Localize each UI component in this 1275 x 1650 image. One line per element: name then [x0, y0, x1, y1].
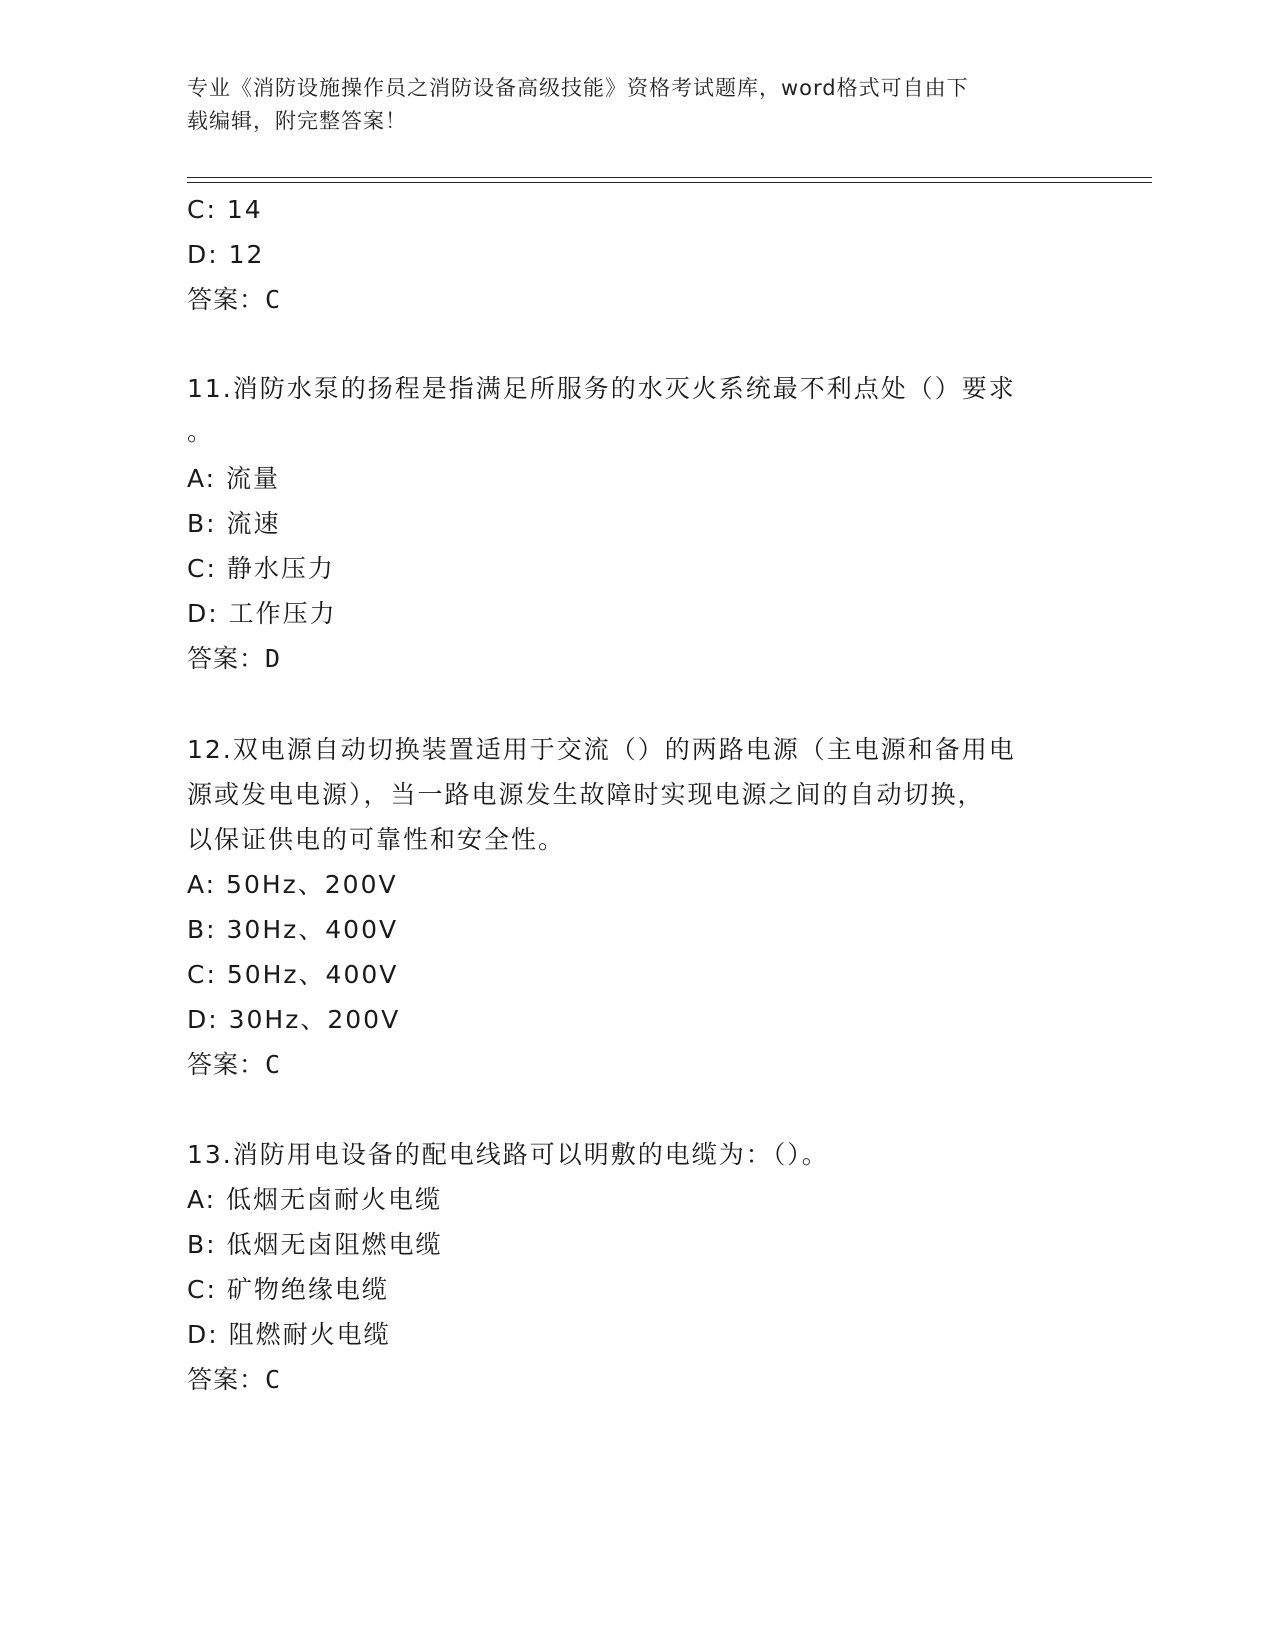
q12-answer: 答案：C — [187, 1050, 282, 1079]
header-divider-bottom — [187, 182, 1152, 183]
q12-option-c: C: 50Hz、400V — [187, 960, 399, 989]
q11-stem-line-1: 11.消防水泵的扬程是指满足所服务的水灭火系统最不利点处（）要求 — [187, 374, 1016, 403]
q11-option-b: B: 流速 — [187, 509, 281, 538]
q11-option-d: D: 工作压力 — [187, 599, 337, 628]
q11-option-a: A: 流量 — [187, 464, 281, 493]
q12-stem-line-2: 源或发电电源），当一路电源发生故障时实现电源之间的自动切换， — [187, 780, 985, 809]
q13-option-a: A: 低烟无卤耐火电缆 — [187, 1185, 443, 1214]
q12-stem-line-3: 以保证供电的可靠性和安全性。 — [187, 825, 566, 854]
q10-option-c: C: 14 — [187, 195, 263, 224]
q13-option-d: D: 阻燃耐火电缆 — [187, 1320, 391, 1349]
header-divider-top — [187, 177, 1152, 178]
q10-option-d: D: 12 — [187, 240, 265, 269]
q12-option-d: D: 30Hz、200V — [187, 1005, 401, 1034]
q12-stem-line-1: 12.双电源自动切换装置适用于交流（）的两路电源（主电源和备用电 — [187, 735, 1016, 764]
q13-option-b: B: 低烟无卤阻燃电缆 — [187, 1230, 443, 1259]
q11-answer: 答案：D — [187, 644, 282, 673]
q11-option-c: C: 静水压力 — [187, 554, 335, 583]
q13-stem-line-1: 13.消防用电设备的配电线路可以明敷的电缆为：（）。 — [187, 1140, 829, 1169]
q11-stem-line-2: 。 — [187, 417, 215, 446]
header-line-2: 载编辑，附完整答案！ — [187, 109, 407, 133]
document-header — [187, 72, 1087, 138]
q12-option-a: A: 50Hz、200V — [187, 870, 398, 899]
q12-option-b: B: 30Hz、400V — [187, 915, 399, 944]
q13-answer: 答案：C — [187, 1365, 282, 1394]
q10-answer: 答案：C — [187, 285, 282, 314]
header-line-1: 专业《消防设施操作员之消防设备高级技能》资格考试题库，word格式可自由下 — [187, 76, 969, 100]
q13-option-c: C: 矿物绝缘电缆 — [187, 1275, 389, 1304]
